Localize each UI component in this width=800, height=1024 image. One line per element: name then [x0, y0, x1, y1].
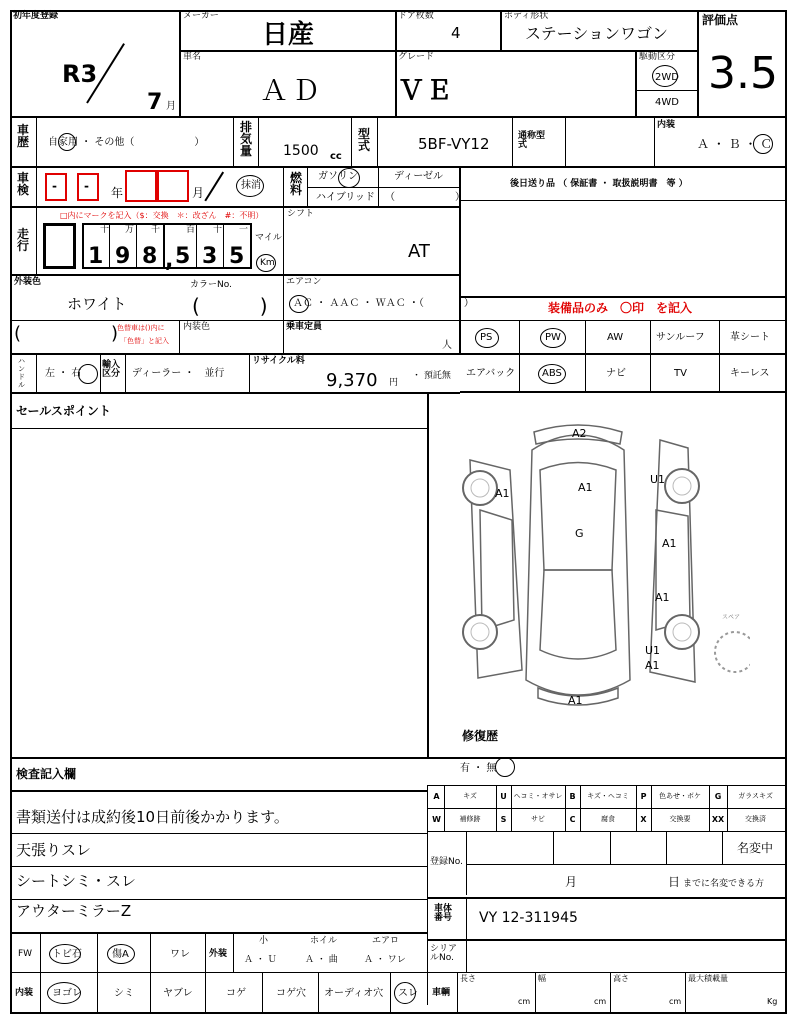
month-unit: 月: [166, 101, 176, 112]
exterior-values: Ａ ・ Ｕ: [244, 955, 277, 965]
handle-value: 左 ・ 右: [45, 368, 82, 379]
mileage-box-blank: [43, 223, 76, 269]
dmg-label-a1-roof: A1: [578, 481, 593, 494]
shift-value: AT: [408, 241, 430, 262]
legend-cell: 補修跡: [459, 815, 481, 823]
doors-label: ドア枚数: [398, 11, 434, 21]
fuel-other: （ ）: [385, 192, 465, 203]
int-item-dirt: ヨゴレ: [52, 988, 82, 999]
equip-abs-circle: [538, 364, 566, 384]
int-item-rub: スレ: [398, 988, 418, 999]
length-unit: cm: [518, 997, 531, 1006]
dash2: -: [84, 179, 89, 193]
mileage-digit: 3: [202, 244, 218, 269]
registration-label: 登録No.: [430, 857, 463, 867]
fw-item-scratch: 傷A: [112, 949, 129, 960]
mileage-unit-3: 百: [186, 225, 196, 235]
grade-label: グレード: [398, 52, 435, 62]
color-no-label: カラーNo.: [190, 280, 232, 290]
handle-circle: [78, 364, 98, 384]
legend-cell: 交換要: [669, 815, 691, 823]
interior-circle: [753, 134, 773, 154]
drive-2wd: 2WD: [655, 72, 679, 83]
note-line: アウターミラーZ: [16, 902, 132, 920]
mileage-digit: 9: [115, 244, 131, 269]
color-no-paren: ( ): [192, 294, 268, 318]
km-circle: [256, 254, 276, 272]
int-item-stain: シミ: [114, 988, 134, 999]
score-value: 3.5: [708, 48, 778, 99]
chassis-value: VY 12-311945: [479, 910, 578, 926]
doors-value: 4: [451, 24, 461, 42]
equip-ps: PS: [480, 332, 493, 343]
equip-leather: 革シート: [730, 332, 770, 343]
drive-label: 駆動区分: [639, 52, 676, 62]
reg-month-unit: 月: [565, 875, 578, 889]
legend-cell: 交換済: [745, 815, 766, 823]
repair-circle: [495, 757, 515, 777]
import-value: ディーラー ・ 並行: [132, 368, 225, 379]
mileage-unit-2: 千: [151, 225, 161, 235]
displacement-label: 排気量: [240, 120, 253, 158]
int-rub-circle: [394, 982, 416, 1004]
interior-label: 内装: [657, 120, 676, 130]
weight-label: 最大積載量: [688, 974, 728, 983]
equipment-title: 装備品のみ 〇印 を記入: [548, 301, 693, 315]
exterior-color-label: 外装色: [14, 277, 42, 287]
fw-scratch-circle: [107, 944, 135, 964]
small-label: 小: [259, 936, 269, 946]
legend-cell: W: [432, 815, 441, 824]
wheel-values: Ａ ・ 曲: [305, 955, 338, 965]
inspection-year-unit: 年: [111, 186, 124, 200]
legend-cell: P: [640, 792, 647, 801]
legend-cell: S: [500, 815, 507, 824]
inspection-month-unit: 月: [192, 186, 205, 200]
recycle-unit: 円: [389, 378, 399, 388]
model-label: 型式: [358, 127, 371, 153]
aircon-circle: [289, 295, 309, 313]
car-name-label: 車名: [183, 52, 202, 62]
weight-unit: Kg: [767, 997, 778, 1006]
history-value: 自家用 ・ その他（ ）: [48, 137, 205, 148]
inspection-notes-label: 検査記入欄: [16, 767, 77, 781]
fuel-diesel: ディーゼル: [394, 171, 443, 182]
note-line: 天張りスレ: [16, 841, 92, 859]
aero-values: Ａ ・ ワレ: [364, 955, 406, 965]
aircon-label: エアコン: [286, 277, 322, 287]
fuel-label: 燃料: [290, 171, 303, 197]
fuel-gasoline-circle: [338, 168, 360, 188]
dmg-label-a1-front: A1: [495, 487, 510, 500]
import-label: 輸入区分: [102, 360, 121, 379]
color-change-note-1: 色替車は()内に: [117, 324, 165, 332]
score-label: 評価点: [702, 13, 739, 27]
legend-cell: X: [640, 815, 647, 824]
aircon-value: ＡＣ ・ ＡＡＣ ・ ＷＡＣ ・（ ）: [293, 298, 474, 309]
equip-aw: AW: [607, 332, 624, 343]
dmg-label-a1-rdoor: A1: [662, 537, 677, 550]
int-item-audio-hole: オーディオ穴: [324, 988, 384, 999]
repair-value: 有 ・ 無: [460, 763, 497, 774]
body-type-label: ボディ形状: [504, 11, 549, 21]
equip-navi: ナビ: [606, 368, 626, 379]
width-unit: cm: [594, 997, 607, 1006]
legend-cell: C: [569, 815, 576, 824]
mileage-unit-4: 十: [213, 225, 223, 235]
fw-item-chip: トビ石: [52, 949, 82, 960]
mileage-digit: 1: [88, 244, 104, 269]
capacity-unit: 人: [442, 340, 452, 351]
height-unit: cm: [669, 997, 682, 1006]
car-name-value: ＡＤ: [260, 74, 325, 107]
handle-label: ハンドル: [18, 357, 25, 389]
mileage-unit-5: 一: [239, 225, 249, 235]
dmg-label-a2: A2: [572, 427, 587, 440]
mileage-note: □内にマークを記入（$：交換 ＊：改ざん #：不明）: [60, 211, 264, 220]
note-line: 書類送付は成約後10日前後かかります。: [16, 808, 289, 826]
aero-label: エアロ: [372, 936, 400, 946]
int-dirt-circle: [47, 982, 81, 1004]
wheel-label: ホイル: [310, 936, 338, 946]
car-damage-diagram: [450, 420, 750, 720]
history-circle: [58, 133, 76, 151]
fw-item-crack: ワレ: [170, 949, 190, 960]
legend-cell: ヘコミ・オサレ: [513, 792, 563, 800]
legend-cell: ガラスキズ: [738, 792, 773, 800]
serial-label: シリアルNo.: [430, 944, 458, 963]
legend-cell: B: [569, 792, 576, 801]
legend-cell: A: [433, 792, 440, 801]
equip-pw-circle: [540, 328, 566, 348]
drive-2wd-circle: [652, 65, 678, 87]
drive-4wd: 4WD: [655, 97, 679, 108]
later-items-label: 後日送り品 （ 保証書 ・ 取扱説明書 等 ）: [510, 179, 688, 189]
repair-label: 修復歴: [462, 729, 499, 743]
legend-cell: キズ: [463, 792, 477, 800]
dmg-label-a1-rear: A1: [645, 659, 660, 672]
body-type-value: ステーションワゴン: [525, 24, 669, 43]
common-model-label: 通称型式: [518, 131, 546, 150]
equip-pw: PW: [545, 332, 561, 343]
first-reg-year: R3: [62, 60, 98, 88]
displacement-value: 1500: [283, 143, 319, 159]
int-label: 内装: [15, 988, 34, 998]
reg-deadline-note: までに名変できる方: [683, 879, 765, 889]
mileage-unit-0: 十: [100, 225, 110, 235]
mileage-digit: 8: [142, 244, 158, 269]
legend-cell: G: [714, 792, 722, 801]
equip-ps-circle: [475, 328, 499, 348]
sales-point-label: セールスポイント: [16, 404, 111, 418]
recycle-deposit: ・ 預託無: [412, 371, 451, 381]
dmg-label-u1-rear: U1: [645, 644, 661, 657]
legend-cell: キズ・ヘコミ: [587, 792, 629, 800]
exterior-color-value: ホワイト: [67, 295, 127, 313]
fuel-hybrid: ハイブリッド: [316, 192, 375, 203]
dmg-label-u1-right: U1: [650, 473, 666, 486]
equip-keyless: キーレス: [730, 368, 770, 379]
mileage-label: 走行: [17, 227, 30, 253]
legend-cell: 色あせ・ボケ: [659, 792, 701, 800]
capacity-label: 乗車定員: [286, 322, 323, 332]
inspection-expired: 抹消: [241, 180, 261, 191]
legend-cell: 腐食: [601, 815, 615, 823]
legend-cell: U: [500, 792, 507, 801]
dimensions-label: 車輌: [432, 988, 451, 998]
note-line: シートシミ・スレ: [16, 872, 137, 890]
inspection-label: 車検: [17, 171, 30, 197]
legend-cell: サビ: [531, 815, 545, 823]
mileage-comma: ,: [165, 248, 174, 273]
chassis-label: 車体番号: [434, 904, 453, 923]
name-change-label: 名変中: [737, 841, 774, 855]
first-reg-label: 初年度登録: [13, 11, 59, 21]
mileage-digit: 5: [175, 244, 191, 269]
spare-label: スペア: [722, 614, 741, 621]
equip-sunroof: サンルーフ: [656, 332, 705, 343]
width-label: 幅: [538, 974, 546, 983]
fw-label: FW: [18, 949, 33, 959]
maker-value: 日産: [262, 20, 315, 50]
recycle-label: リサイクル料: [252, 356, 305, 366]
equip-abs: ABS: [542, 368, 562, 379]
equip-airbag: エアバック: [466, 368, 516, 379]
equip-tv: TV: [674, 368, 687, 379]
mileage-digit: 5: [229, 244, 245, 269]
exterior-label: 外装: [209, 949, 228, 959]
fuel-gasoline: ガソリン: [318, 171, 358, 182]
maker-label: メーカー: [183, 11, 219, 21]
km-label: Km: [260, 258, 275, 268]
mile-label: マイル: [255, 233, 282, 243]
dmg-label-a1-rdoor2: A1: [655, 591, 670, 604]
dmg-label-g: G: [575, 527, 584, 540]
dmg-label-a1-bumper: A1: [568, 694, 583, 707]
interior-color-label: 内装色: [183, 322, 211, 332]
interior-grades: Ａ ・ Ｂ ・ Ｃ: [697, 137, 773, 151]
dash1: -: [52, 179, 57, 193]
recycle-amount: 9,370: [326, 370, 378, 391]
height-label: 高さ: [613, 974, 629, 983]
color-change-note-2: 「色替」と記入: [120, 337, 169, 345]
reg-day-unit: 日: [668, 875, 681, 889]
history-label: 車歴: [17, 123, 30, 149]
model-value: 5BF-VY12: [418, 135, 490, 153]
grade-value: ＶＥ: [398, 76, 455, 106]
shift-label: シフト: [287, 209, 315, 219]
interior-color-paren: ( ): [14, 323, 119, 344]
legend-cell: XX: [711, 815, 725, 824]
int-item-tear: ヤブレ: [163, 988, 193, 999]
length-label: 長さ: [460, 974, 476, 983]
fw-chip-circle: [49, 944, 81, 964]
mileage-unit-1: 万: [125, 225, 135, 235]
int-item-burn-hole: コゲ穴: [276, 988, 306, 999]
int-item-burn: コゲ: [226, 988, 246, 999]
displacement-unit: cc: [330, 151, 342, 162]
first-reg-month: 7: [147, 90, 163, 115]
expired-circle: [236, 175, 264, 197]
